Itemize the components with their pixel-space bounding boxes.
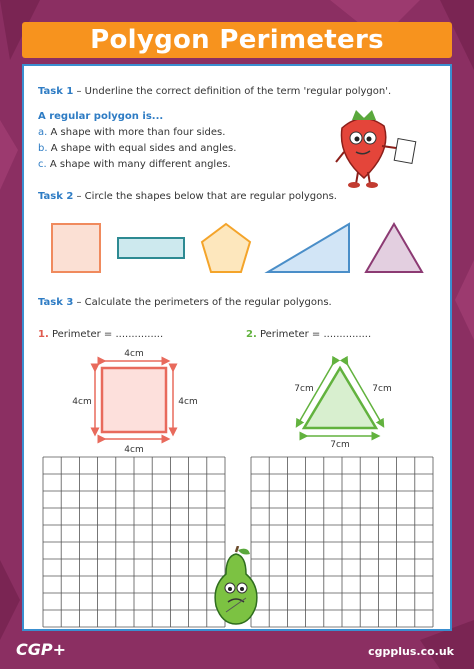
option-letter: b. [38,143,48,154]
square-figure [102,368,166,432]
footer-url-link[interactable]: cgpplus.co.uk [368,645,454,658]
perimeter-1-line [38,329,163,340]
equilateral-triangle-shape[interactable] [366,224,422,272]
task1-option-a[interactable] [38,127,225,138]
page-title: Polygon Perimeters [90,25,384,55]
task2-line [38,191,337,202]
question-2-number: 2. [246,329,257,340]
square-right-label: 4cm [178,397,198,407]
right-triangle-shape[interactable] [268,224,349,272]
task3-line [38,297,332,308]
perimeter-1-answer[interactable]: Perimeter = ............... [51,329,164,340]
task1-option-b[interactable] [38,143,236,154]
task2-label: Task 2 [38,191,74,202]
option-text: A shape with more than four sides. [50,127,226,138]
option-letter: a. [38,127,48,138]
square-shape[interactable] [52,224,100,272]
triangle-bottom-label: 7cm [330,440,350,448]
pear-mascot-illustration [208,546,264,626]
triangle-left-label: 7cm [294,384,314,394]
pentagon-shape[interactable] [202,224,250,272]
rectangle-shape[interactable] [118,238,184,258]
task2-shapes [24,216,450,282]
triangle-right-label: 7cm [372,384,392,394]
square-left-label: 4cm [72,397,92,407]
task1-question: A regular polygon is... [38,111,164,122]
task3-text: – Calculate the perimeters of the regular polygons. [73,297,332,308]
square-top-label: 4cm [124,349,144,359]
square-diagram [64,348,214,458]
perimeter-2-line [246,329,371,340]
triangle-diagram [254,348,414,448]
question-1-number: 1. [38,329,49,340]
strawberry-mascot-illustration [332,106,422,188]
working-grid-right[interactable] [250,456,434,628]
option-letter: c. [38,159,47,170]
perimeter-2-answer[interactable]: Perimeter = ............... [259,329,372,340]
option-text: A shape with many different angles. [49,159,231,170]
task2-text: – Circle the shapes below that are regular polygons. [73,191,337,202]
square-bottom-label: 4cm [124,445,144,455]
worksheet [22,64,452,631]
task3-label: Task 3 [38,297,74,308]
cgp-logo[interactable]: CGP+ [16,640,67,659]
triangle-figure [304,368,376,428]
task1-line [38,86,391,97]
option-text: A shape with equal sides and angles. [50,143,237,154]
title-bar [22,22,452,58]
task1-option-c[interactable] [38,159,231,170]
task1-label: Task 1 [38,86,74,97]
working-grid-left[interactable] [42,456,226,628]
task1-text: – Underline the correct definition of the term 'regular polygon'. [73,86,392,97]
